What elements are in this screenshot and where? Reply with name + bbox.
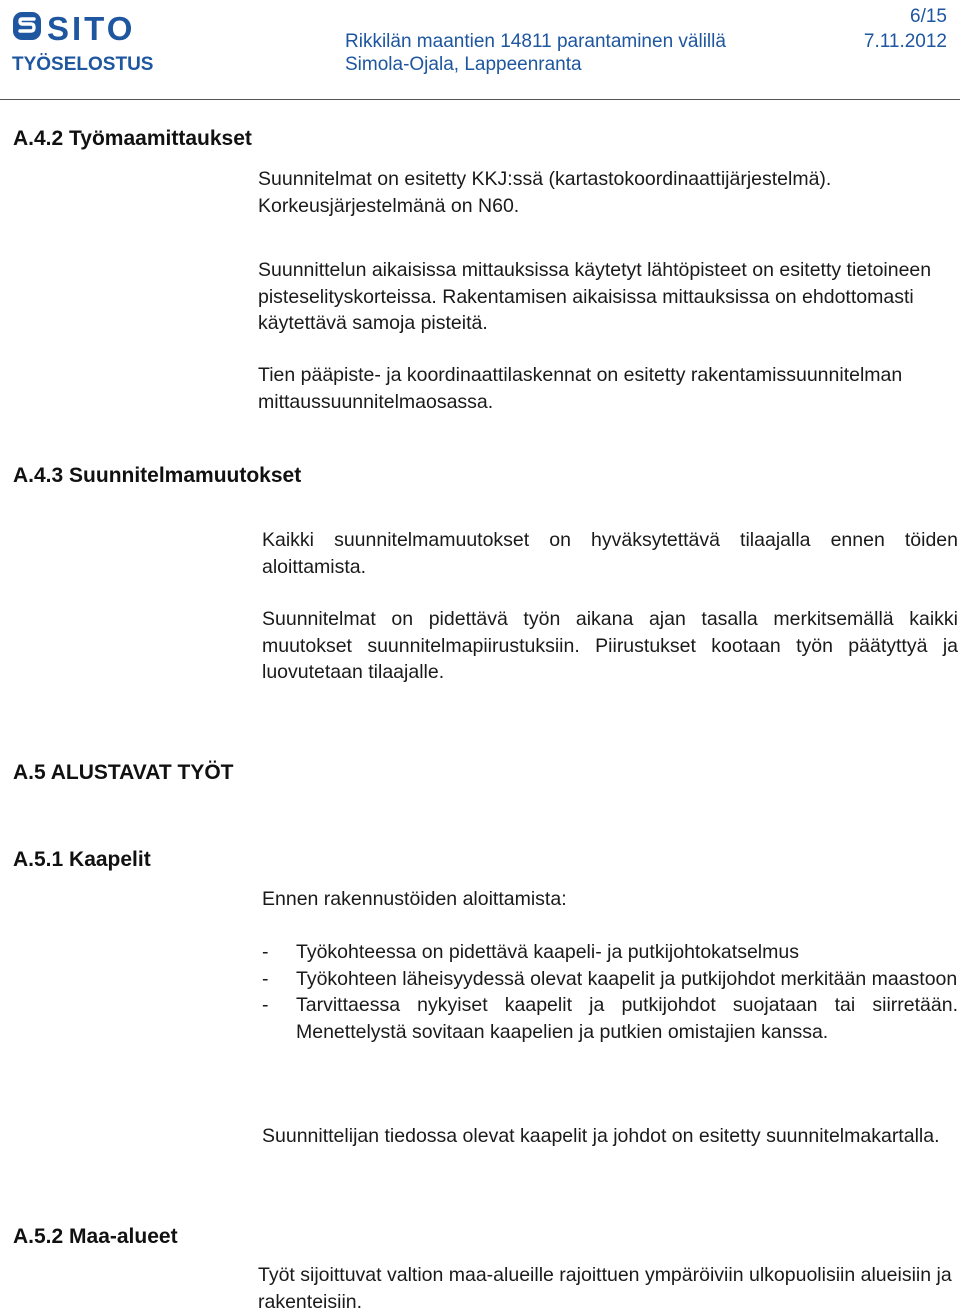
list-item xyxy=(262,966,958,993)
sito-logo xyxy=(12,10,146,44)
section-heading-a43: A.4.3 Suunnitelmamuutokset xyxy=(13,464,302,487)
sito-logo-icon xyxy=(12,10,146,44)
section-heading-a5: A.5 ALUSTAVAT TYÖT xyxy=(13,761,234,784)
bullet-dash: - xyxy=(262,994,269,1016)
page-number: 6/15 xyxy=(910,6,947,27)
list-item xyxy=(262,939,958,966)
a42-paragraph-3: Tien pääpiste- ja koordinaattilaskennat on esitetty rakentamissuunnitelman mittaussuunnitelmaosassa. xyxy=(258,364,903,413)
project-location: Simola-Ojala, Lappeenranta xyxy=(345,54,582,75)
a51-bullet-list xyxy=(262,939,958,1045)
list-item-text: Työkohteessa on pidettävä kaapeli- ja putkijohtokatselmus xyxy=(296,941,799,963)
project-title: Rikkilän maantien 14811 parantaminen välillä xyxy=(345,31,726,52)
list-item-text: Tarvittaessa nykyiset kaapelit ja putkijohdot suojataan tai siirretään. Menettelystä sovitaan kaapelien ja putkien omistajien kanssa. xyxy=(296,994,958,1043)
document-type: TYÖSELOSTUS xyxy=(12,54,154,75)
a42-paragraph-1: Suunnitelmat on esitetty KKJ:ssä (kartastokoordinaattijärjestelmä). Korkeusjärjestelmänä on N60. xyxy=(258,168,832,217)
svg-text:SITO: SITO xyxy=(47,10,136,44)
a52-paragraph: Työt sijoittuvat valtion maa-alueille rajoittuen ympäröiviin ulkopuolisiin alueisiin ja rakenteisiin. xyxy=(258,1264,952,1313)
section-heading-a51: A.5.1 Kaapelit xyxy=(13,848,151,871)
a51-paragraph: Suunnittelijan tiedossa olevat kaapelit ja johdot on esitetty suunnitelmakartalla. xyxy=(262,1125,940,1147)
a42-paragraph-2: Suunnittelun aikaisissa mittauksissa käytetyt lähtöpisteet on esitetty tietoineen pisteselityskorteissa. Rakentamisen aikaisissa mittauksissa on ehdottomasti käytettävä samoja pisteitä. xyxy=(258,259,932,334)
bullet-dash: - xyxy=(262,967,269,990)
section-heading-a52: A.5.2 Maa-alueet xyxy=(13,1225,178,1248)
a43-paragraph-1: Kaikki suunnitelmamuutokset on hyväksytettävä tilaajalla ennen töiden aloittamista. xyxy=(262,529,958,578)
list-item-text: Työkohteen läheisyydessä olevat kaapelit ja putkijohdot merkitään maastoon xyxy=(296,967,958,990)
bullet-dash: - xyxy=(262,941,269,963)
document-date: 7.11.2012 xyxy=(863,31,947,52)
section-heading-a42: A.4.2 Työmaamittaukset xyxy=(13,127,252,150)
list-item xyxy=(262,992,958,1045)
a51-intro: Ennen rakennustöiden aloittamista: xyxy=(262,888,567,910)
a43-paragraph-2: Suunnitelmat on pidettävä työn aikana ajan tasalla merkitsemällä kaikki muutokset suunnitelmapiirustuksiin. Piirustukset kootaan työn päätyttyä ja luovutetaan tilaajalle. xyxy=(262,608,958,683)
header-divider xyxy=(0,99,960,100)
